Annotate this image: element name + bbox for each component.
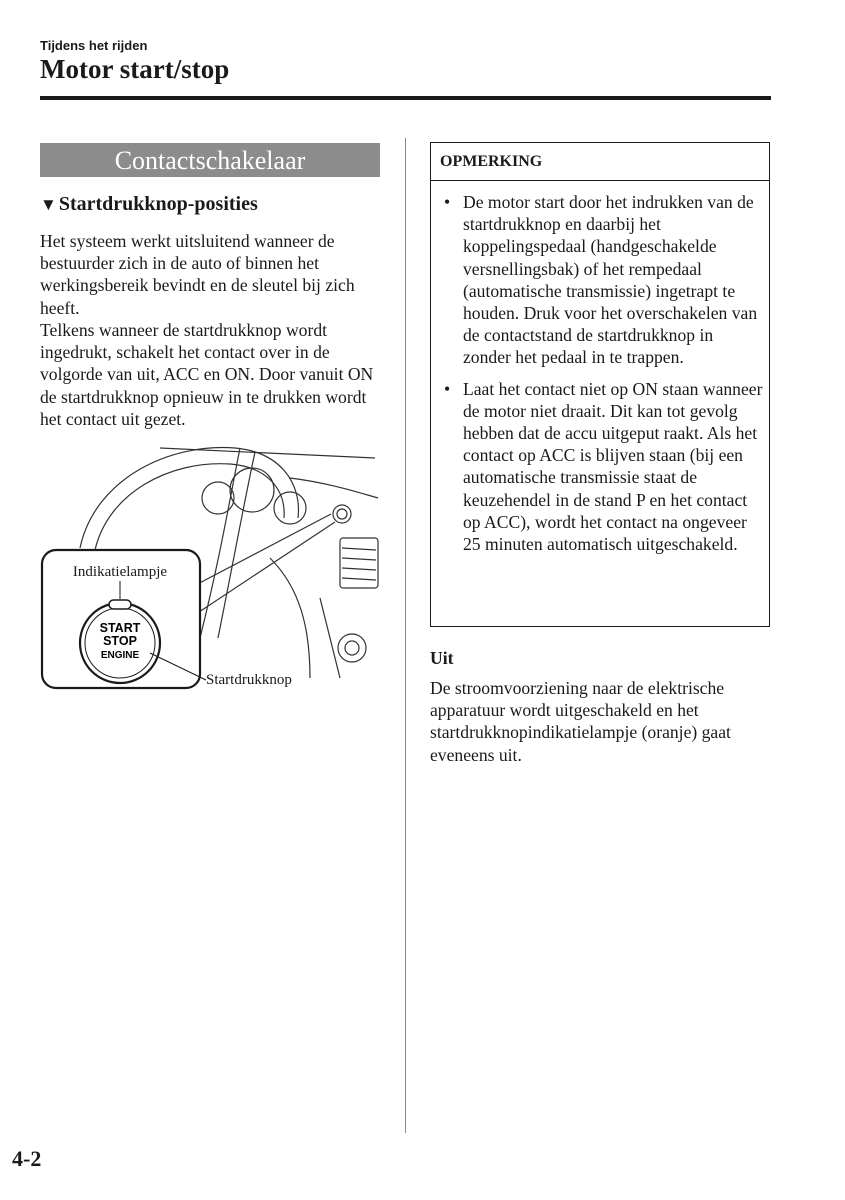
note-box [430, 142, 770, 627]
section-label: Tijdens het rijden [40, 38, 148, 53]
steering-wheel-rim [80, 448, 298, 548]
start-button-small [333, 505, 351, 523]
uit-paragraph: De stroomvoorziening naar de elektrische apparatuur wordt uitgeschakeld en het startdrukknopindikatielampje (oranje) gaat eveneens uit. [430, 678, 731, 765]
subheading-text: Startdrukknop-posities [58, 193, 258, 215]
note-item-text: Laat het contact niet op ON staan wanneer de motor niet draait. Dit kan tot gevolg hebben dat de accu uitgeput raakt. Als het contact op ACC is blijven staan (bij een automatische transmissie staat de keuzehendel in de stand P en het contact op ACC), wordt het contact na ongeveer 25 minuten automatisch uitgeschakeld. [463, 378, 763, 555]
callout-button-label: Startdrukknop [206, 672, 292, 688]
button-label-stop: STOP [103, 634, 137, 648]
intro-paragraph: Het systeem werkt uitsluitend wanneer de bestuurder zich in de auto of binnen het werkingsbereik bevindt en de sleutel bij zich heeft. [40, 231, 355, 318]
gauge-right [274, 492, 306, 524]
indicator-lamp [109, 600, 131, 609]
note-item [431, 191, 769, 369]
bullet-icon: • [444, 378, 451, 399]
gauge-center [230, 468, 274, 512]
dashboard-drawing [40, 438, 380, 698]
sequence-paragraph: Telkens wanneer de startdrukknop wordt ingedrukt, schakelt het contact over in de volgorde van uit, ACC en ON. Door vanuit ON de startdrukknop opnieuw in te drukken wordt het contact uit gezet. [40, 320, 374, 429]
title-rule [40, 96, 771, 100]
subheading [40, 193, 258, 216]
section-heading: Contactschakelaar [40, 143, 380, 177]
dashboard-illustration [40, 438, 380, 698]
callout-indicator-label: Indikatielampje [72, 564, 168, 580]
bullet-icon: • [444, 192, 451, 212]
note-item [431, 378, 769, 556]
button-label-engine: ENGINE [100, 650, 140, 661]
gauge-left [202, 482, 234, 514]
page-title: Motor start/stop [40, 54, 230, 84]
triangle-down-icon: ▼ [40, 195, 57, 214]
note-item-text: De motor start door het indrukken van de startdrukknop en daarbij het koppelingspedaal (handgeschakelde versnellingsbak) of het rempedaal (automatische transmissie) ingetrapt te houden. Druk voor het overschakelen van de contactstand de startdrukknop in zonder het pedaal in te trappen. [463, 192, 758, 368]
button-label-start: START [99, 621, 141, 635]
uit-heading: Uit [430, 648, 454, 668]
note-list [431, 191, 769, 555]
page-number: 4-2 [12, 1146, 42, 1171]
note-title: OPMERKING [431, 143, 769, 181]
air-vent [340, 538, 378, 588]
lower-control [338, 634, 366, 662]
column-divider [405, 138, 406, 1133]
